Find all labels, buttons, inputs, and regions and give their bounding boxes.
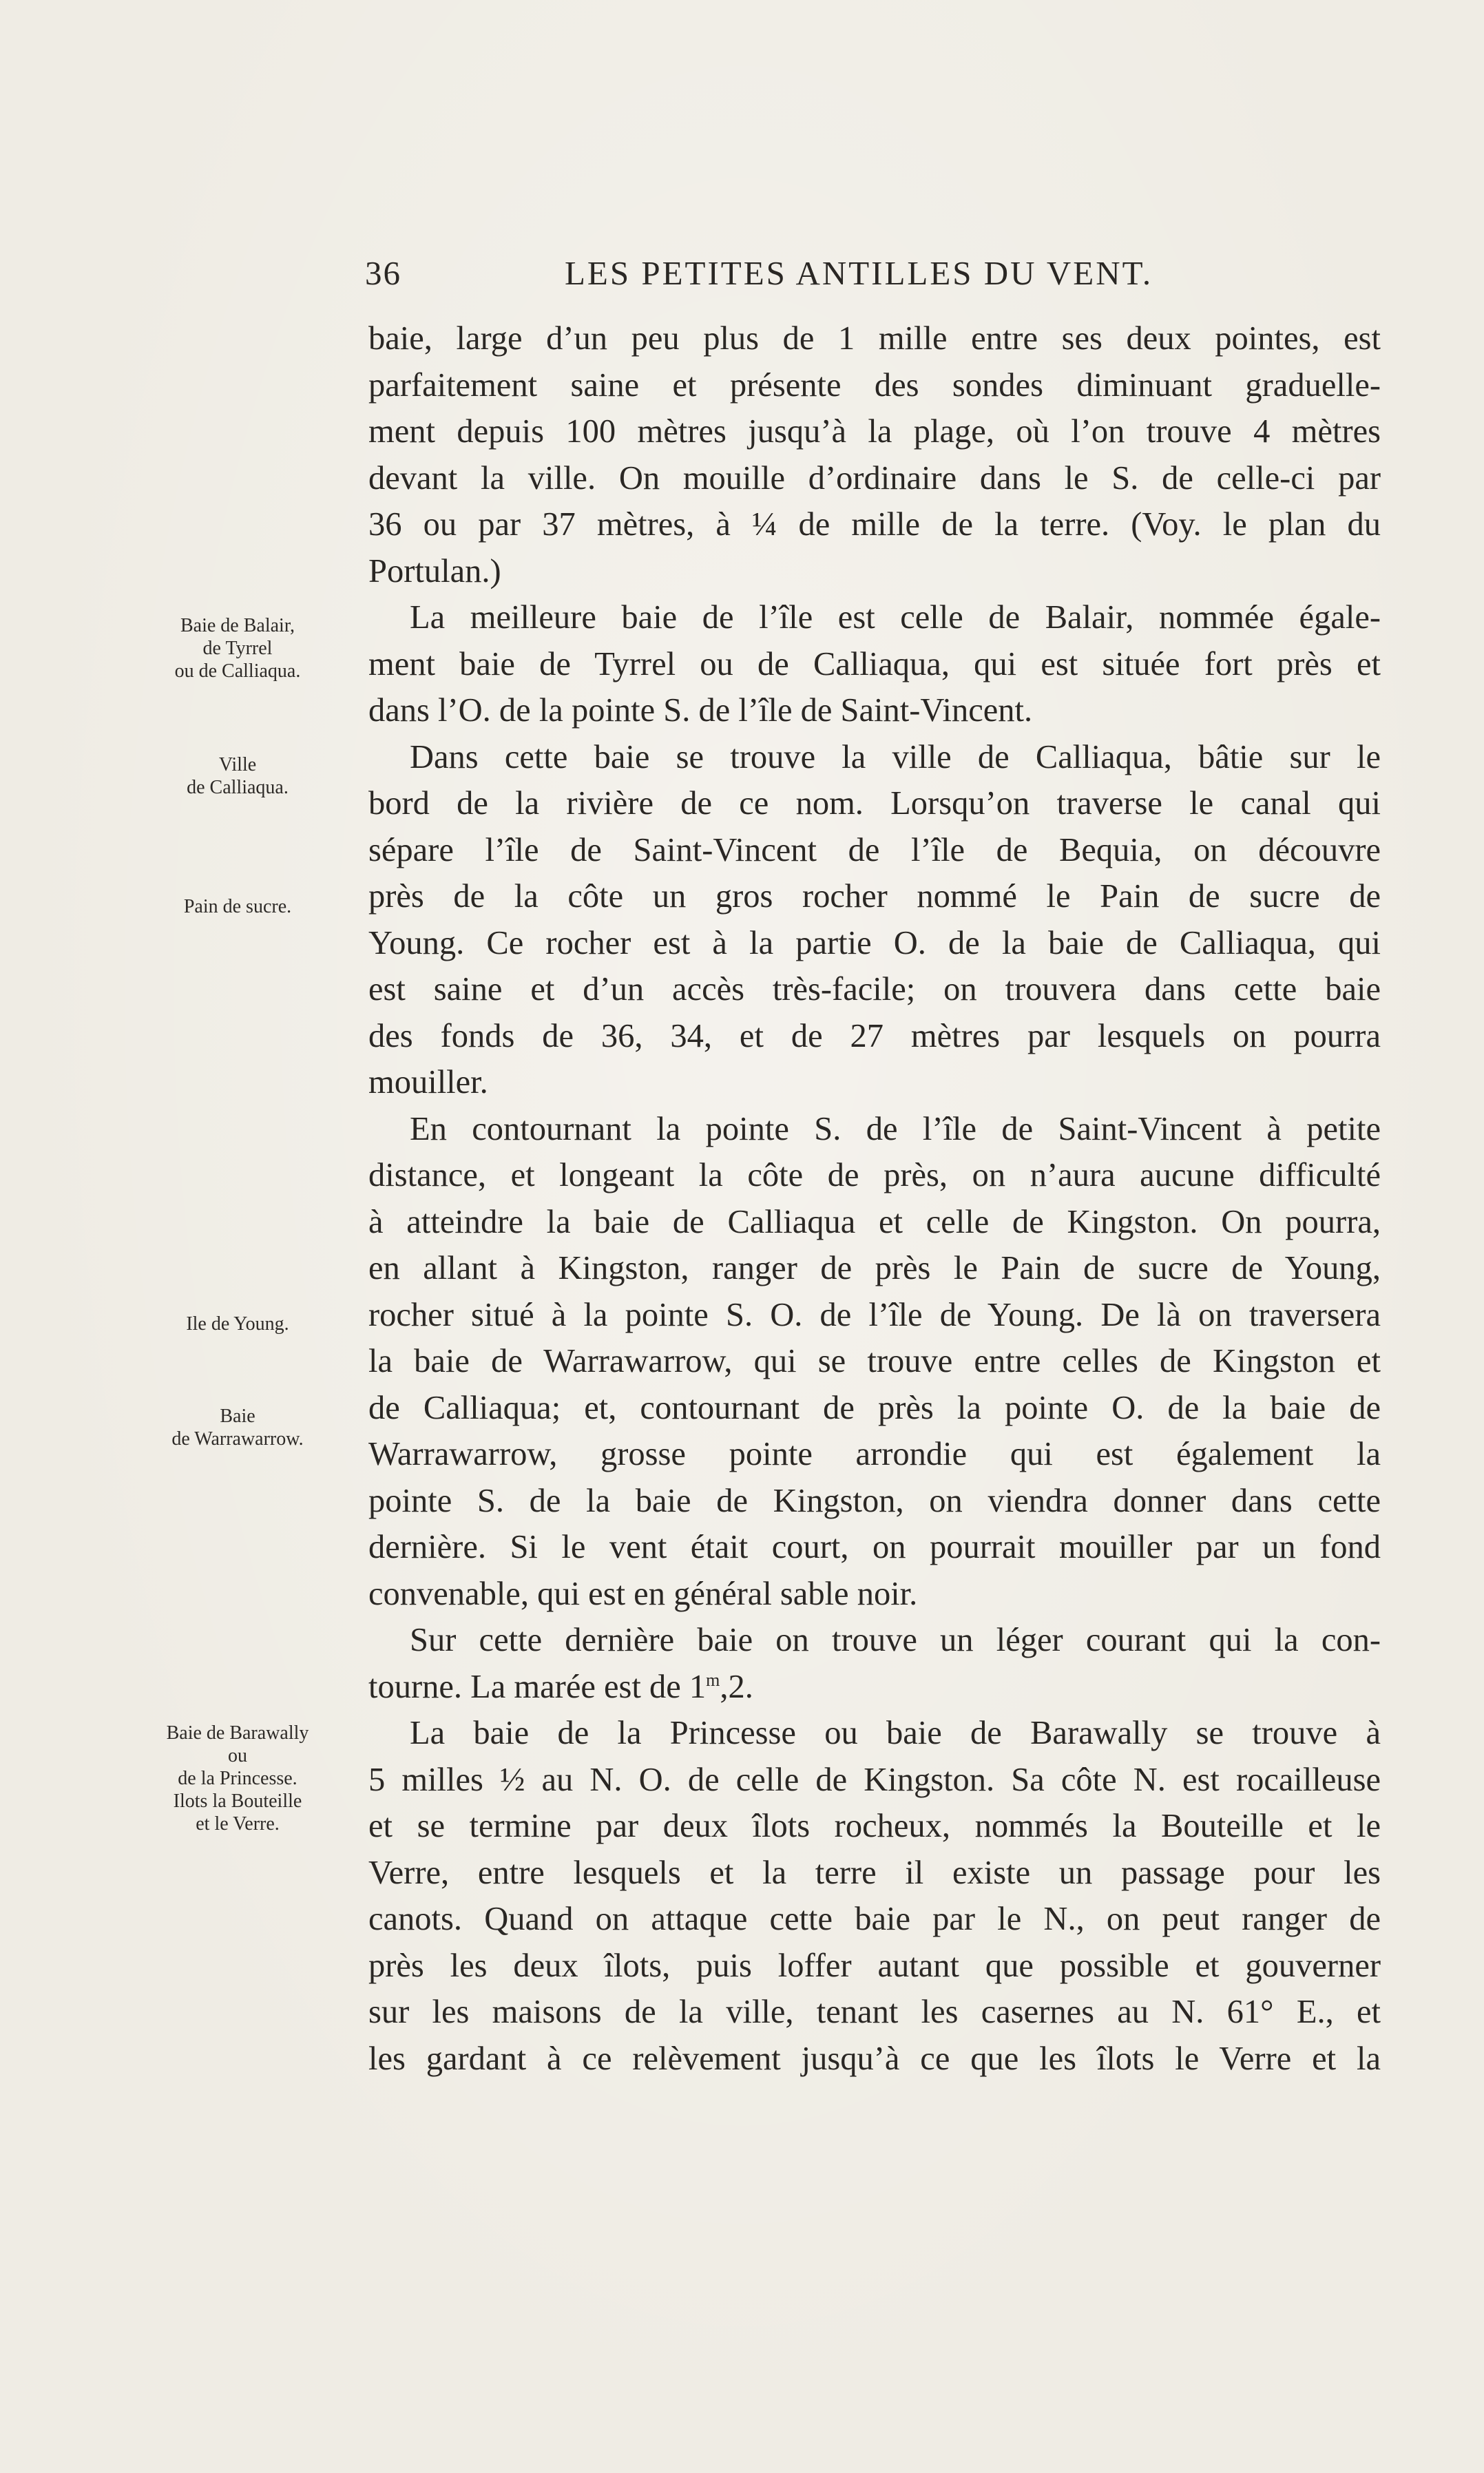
text-line: rocher situé à la pointe S. O. de l’île de Young. De là on traversera — [368, 1296, 1381, 1333]
margin-note-line: Pain de sucre. — [183, 896, 292, 917]
text-line: dans l’O. de la pointe S. de l’île de Saint-Vincent. — [368, 692, 1033, 729]
margin-note-line: de Calliaqua. — [187, 777, 289, 798]
text-line: et se termine par deux îlots rocheux, nommés la Bouteille et le — [368, 1808, 1381, 1844]
text-line: près les deux îlots, puis loffer autant que possible et gouverner — [368, 1947, 1381, 1984]
text-line: ment depuis 100 mètres jusqu’à la plage, où l’on trouve 4 mètres — [368, 413, 1381, 450]
text-line: dernière. Si le vent était court, on pourrait mouiller par un fond — [368, 1529, 1381, 1565]
text-line: à atteindre la baie de Calliaqua et celle de Kingston. On pourra, — [368, 1203, 1381, 1240]
margin-note-baie-de-balair — [134, 614, 341, 682]
margin-note-baie-de-barawally — [134, 1722, 341, 1835]
margin-note-line: Baie de Balair, — [180, 615, 295, 636]
text-line: parfaitement saine et présente des sondes diminuant graduelle- — [368, 366, 1381, 404]
margin-note-line: Ville — [218, 754, 257, 775]
text-line: Sur cette dernière baie on trouve un léger courant qui la con- — [410, 1622, 1381, 1658]
text-line: la baie de Warrawarrow, qui se trouve entre celles de Kingston et — [368, 1343, 1381, 1379]
margin-note-line: Baie — [220, 1406, 255, 1427]
text-line: Young. Ce rocher est à la partie O. de la baie de Calliaqua, qui — [368, 924, 1381, 961]
text-line: en allant à Kingston, ranger de près le Pain de sucre de Young, — [368, 1250, 1381, 1286]
text-line: canots. Quand on attaque cette baie par le N., on peut ranger de — [368, 1901, 1381, 1937]
page-header — [365, 253, 1377, 302]
margin-note-line: Ile de Young. — [186, 1313, 289, 1335]
tide-superscript: m — [706, 1669, 720, 1690]
text-line: de Calliaqua; et, contournant de près la pointe O. de la baie de — [368, 1389, 1381, 1426]
tide-text: tourne. La marée est de 1 — [368, 1668, 707, 1705]
text-line: bord de la rivière de ce nom. Lorsqu’on traverse le canal qui — [368, 785, 1381, 822]
text-line: La baie de la Princesse ou baie de Barawally se trouve à — [410, 1715, 1381, 1751]
text-line: mouiller. — [368, 1064, 488, 1100]
body-text — [368, 315, 1381, 2082]
margin-note-pain-de-sucre — [134, 895, 341, 918]
text-line: Verre, entre lesquels et la terre il existe un passage pour les — [368, 1854, 1381, 1891]
text-line: La meilleure baie de l’île est celle de Balair, nommée égale- — [410, 599, 1381, 636]
margin-note-line: et le Verre. — [196, 1813, 280, 1835]
running-title: LES PETITES ANTILLES DU VENT. — [565, 254, 1153, 292]
text-line: pointe S. de la baie de Kingston, on viendra donner dans cette — [368, 1482, 1381, 1519]
margin-note-ile-de-young — [134, 1313, 341, 1335]
margin-note-line: de Tyrrel — [202, 638, 273, 659]
text-line: sépare l’île de Saint-Vincent de l’île de Bequia, on découvre — [368, 831, 1381, 868]
text-line: les gardant à ce relèvement jusqu’à ce que les îlots le Verre et la — [368, 2040, 1381, 2077]
text-line: 36 ou par 37 mètres, à ¼ de mille de la terre. (Voy. le plan du — [368, 506, 1381, 543]
text-line: ment baie de Tyrrel ou de Calliaqua, qui est située fort près et — [368, 645, 1381, 682]
text-line: devant la ville. On mouille d’ordinaire dans le S. de celle-ci par — [368, 459, 1381, 497]
margin-note-line: Ilots la Bouteille — [173, 1791, 302, 1812]
margin-note-line: de la Princesse. — [178, 1768, 297, 1789]
text-line: sur les maisons de la ville, tenant les casernes au N. 61° E., et — [368, 1994, 1381, 2030]
text-line: distance, et longeant la côte de près, on n’aura aucune difficulté — [368, 1157, 1381, 1193]
text-line: est saine et d’un accès très-facile; on trouvera dans cette baie — [368, 971, 1381, 1008]
margin-note-baie-de-warrawarrow — [134, 1405, 341, 1450]
text-line: Dans cette baie se trouve la ville de Calliaqua, bâtie sur le — [410, 738, 1381, 775]
margin-note-line: ou — [228, 1745, 247, 1766]
tide-tail: ,2. — [720, 1668, 753, 1705]
text-line: Warrawarrow, grosse pointe arrondie qui est également la — [368, 1436, 1381, 1472]
text-line: près de la côte un gros rocher nommé le Pain de sucre de — [368, 878, 1381, 915]
page-number: 36 — [365, 254, 401, 292]
text-line: baie, large d’un peu plus de 1 mille entre ses deux pointes, est — [368, 320, 1381, 357]
text-line: En contournant la pointe S. de l’île de Saint-Vincent à petite — [410, 1110, 1381, 1147]
text-line: convenable, qui est en général sable noir. — [368, 1575, 918, 1612]
margin-note-ville-de-calliaqua — [134, 753, 341, 799]
text-line: des fonds de 36, 34, et de 27 mètres par lesquels on pourra — [368, 1017, 1381, 1054]
text-line-tide — [368, 1664, 1381, 1711]
margin-note-line: ou de Calliaqua. — [174, 660, 301, 682]
margin-note-line: de Warrawarrow. — [171, 1428, 304, 1450]
margin-note-line: Baie de Barawally — [166, 1722, 309, 1744]
text-line: 5 milles ½ au N. O. de celle de Kingston. Sa côte N. est rocailleuse — [368, 1761, 1381, 1798]
text-line: Portulan.) — [368, 552, 501, 589]
